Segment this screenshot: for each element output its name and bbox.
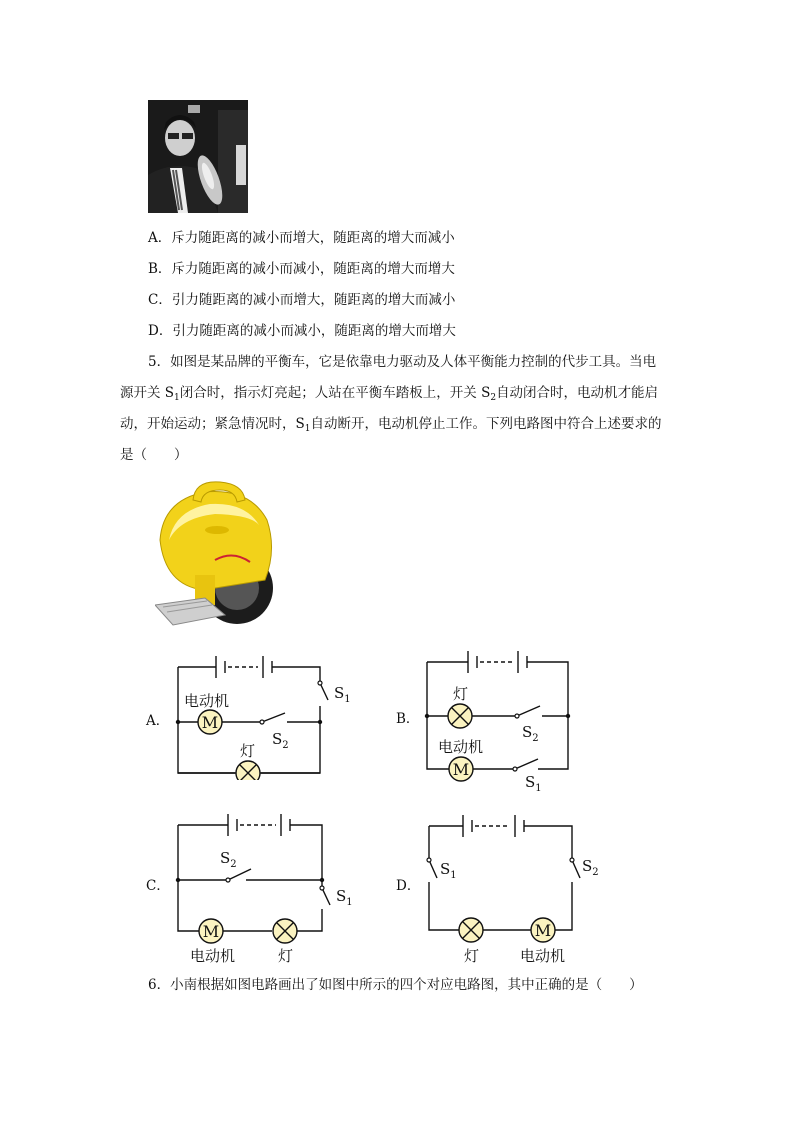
lamp-symbol <box>459 918 483 942</box>
lamp-label: 灯 <box>464 947 480 965</box>
motor-symbol <box>199 919 223 943</box>
circuit-c-letter: C． <box>146 878 170 894</box>
switch-label-s2: $S_2$ <box>522 723 539 744</box>
switch-label-s1: $S_1$ <box>525 773 542 794</box>
switch-label-s1: $S_1$ <box>336 887 353 908</box>
q4-option-a: A．斥力随距离的减小而增大，随距离的增大而减小 <box>148 230 455 246</box>
motor-label: 电动机 <box>520 947 566 965</box>
lamp-label: 灯 <box>453 685 469 703</box>
motor-symbol <box>449 757 473 781</box>
motor-label: 电动机 <box>438 738 484 756</box>
lamp-symbol <box>273 919 297 943</box>
motor-letter: M <box>452 760 470 779</box>
switch-label-s2: $S_2$ <box>582 857 599 878</box>
circuit-a-letter: A． <box>146 713 170 729</box>
motor-letter: M <box>201 713 219 732</box>
q4-option-d: D．引力随距离的减小而减小，随距离的增大而增大 <box>148 323 456 339</box>
motor-symbol <box>531 918 555 942</box>
circuit-d-letter: D． <box>396 878 421 894</box>
lamp-symbol <box>236 761 260 780</box>
q4-option-c: C．引力随距离的减小而增大，随距离的增大而减小 <box>148 292 456 308</box>
lamp-symbol <box>448 704 472 728</box>
motor-symbol <box>198 710 222 734</box>
lamp-label: 灯 <box>240 742 256 760</box>
circuit-option-a <box>140 650 360 784</box>
motor-label: 电动机 <box>184 692 230 710</box>
switch-label-s1: $S_1$ <box>334 684 351 705</box>
q5-line-4: 是（ ） <box>120 447 188 463</box>
switch-label-s1: $S_1$ <box>440 860 457 881</box>
photo-balance-scooter <box>155 480 280 630</box>
lamp-label: 灯 <box>278 947 294 965</box>
switch-label-s2: $S_2$ <box>220 849 237 870</box>
circuit-b-letter: B． <box>396 711 420 727</box>
switch-label-s2: $S_2$ <box>272 730 289 751</box>
motor-label: 电动机 <box>190 947 236 965</box>
q5-line-2: 源开关 $S_1$闭合时，指示灯亮起；人站在平衡车踏板上，开关 $S_2$自动闭合时，电动机才能启 <box>120 385 659 403</box>
motor-letter: M <box>534 921 552 940</box>
circuit-option-d <box>390 805 610 974</box>
motor-letter: M <box>202 922 220 941</box>
q5-line-1: 5．如图是某品牌的平衡车，它是依靠电力驱动及人体平衡能力控制的代步工具。当电 <box>148 354 657 370</box>
q5-line-3: 动，开始运动；紧急情况时，$S_1$自动断开，电动机停止工作。下列电路图中符合上述要求的 <box>120 416 662 434</box>
photo-person-balloon <box>148 100 248 213</box>
q6-text: 6．小南根据如图电路画出了如图中所示的四个对应电路图，其中正确的是（ ） <box>148 977 643 993</box>
circuit-option-b <box>390 645 610 804</box>
q4-option-b: B．斥力随距离的减小而减小，随距离的增大而增大 <box>148 261 455 277</box>
circuit-option-c <box>140 805 360 974</box>
